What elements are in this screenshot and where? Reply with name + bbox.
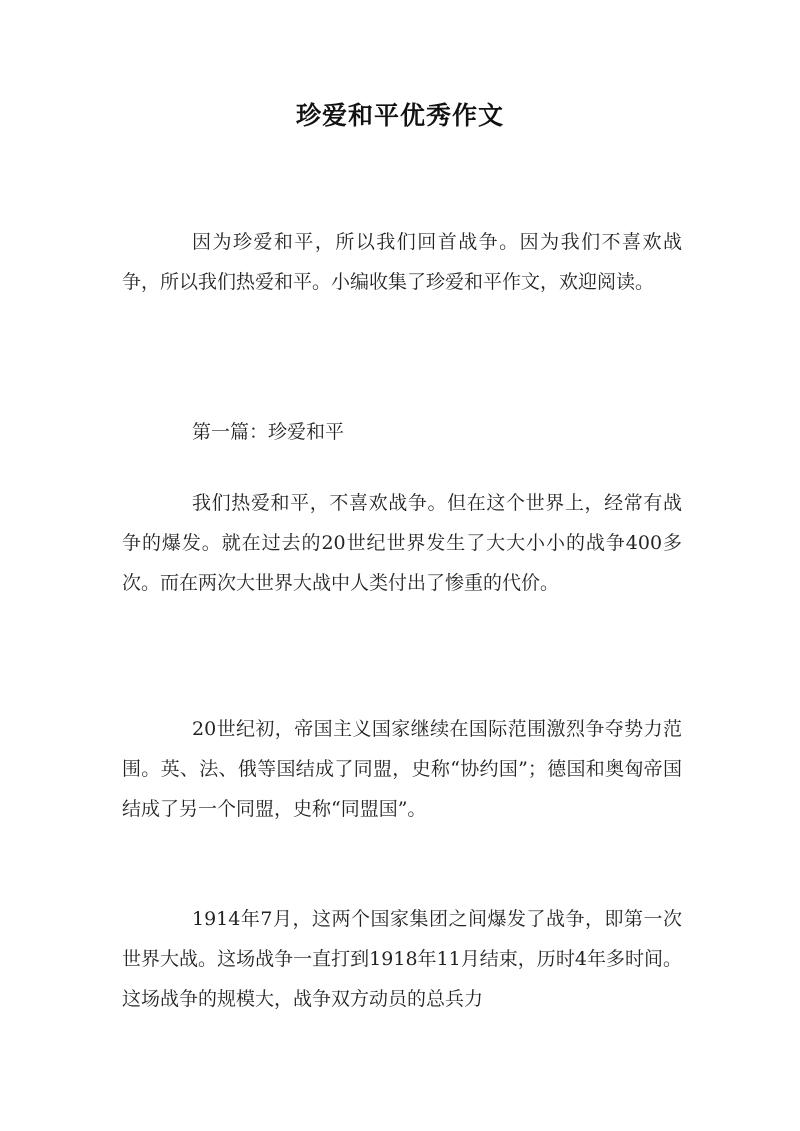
document-title: 珍爱和平优秀作文 bbox=[295, 101, 504, 130]
body-paragraph-3: 1914年7月，这两个国家集团之间爆发了战争，即第一次世界大战。这场战争一直打到1918年11月结束，历时4年多时间。这场战争的规模大，战争双方动员的总兵力 bbox=[122, 908, 682, 1010]
section-heading: 第一篇：珍爱和平 bbox=[192, 421, 345, 443]
body-paragraph-2: 20世纪初，帝国主义国家继续在国际范围激烈争夺势力范围。英、法、俄等国结成了同盟，史称“协约国”；德国和奥匈帝国结成了另一个同盟，史称“同盟国”。 bbox=[122, 718, 682, 820]
body-paragraph-1: 我们热爱和平，不喜欢战争。但在这个世界上，经常有战争的爆发。就在过去的20世纪世界发生了大大小小的战争400多次。而在两次大世界大战中人类付出了惨重的代价。 bbox=[122, 492, 682, 594]
intro-paragraph: 因为珍爱和平，所以我们回首战争。因为我们不喜欢战争，所以我们热爱和平。小编收集了珍爱和平作文，欢迎阅读。 bbox=[122, 231, 682, 293]
